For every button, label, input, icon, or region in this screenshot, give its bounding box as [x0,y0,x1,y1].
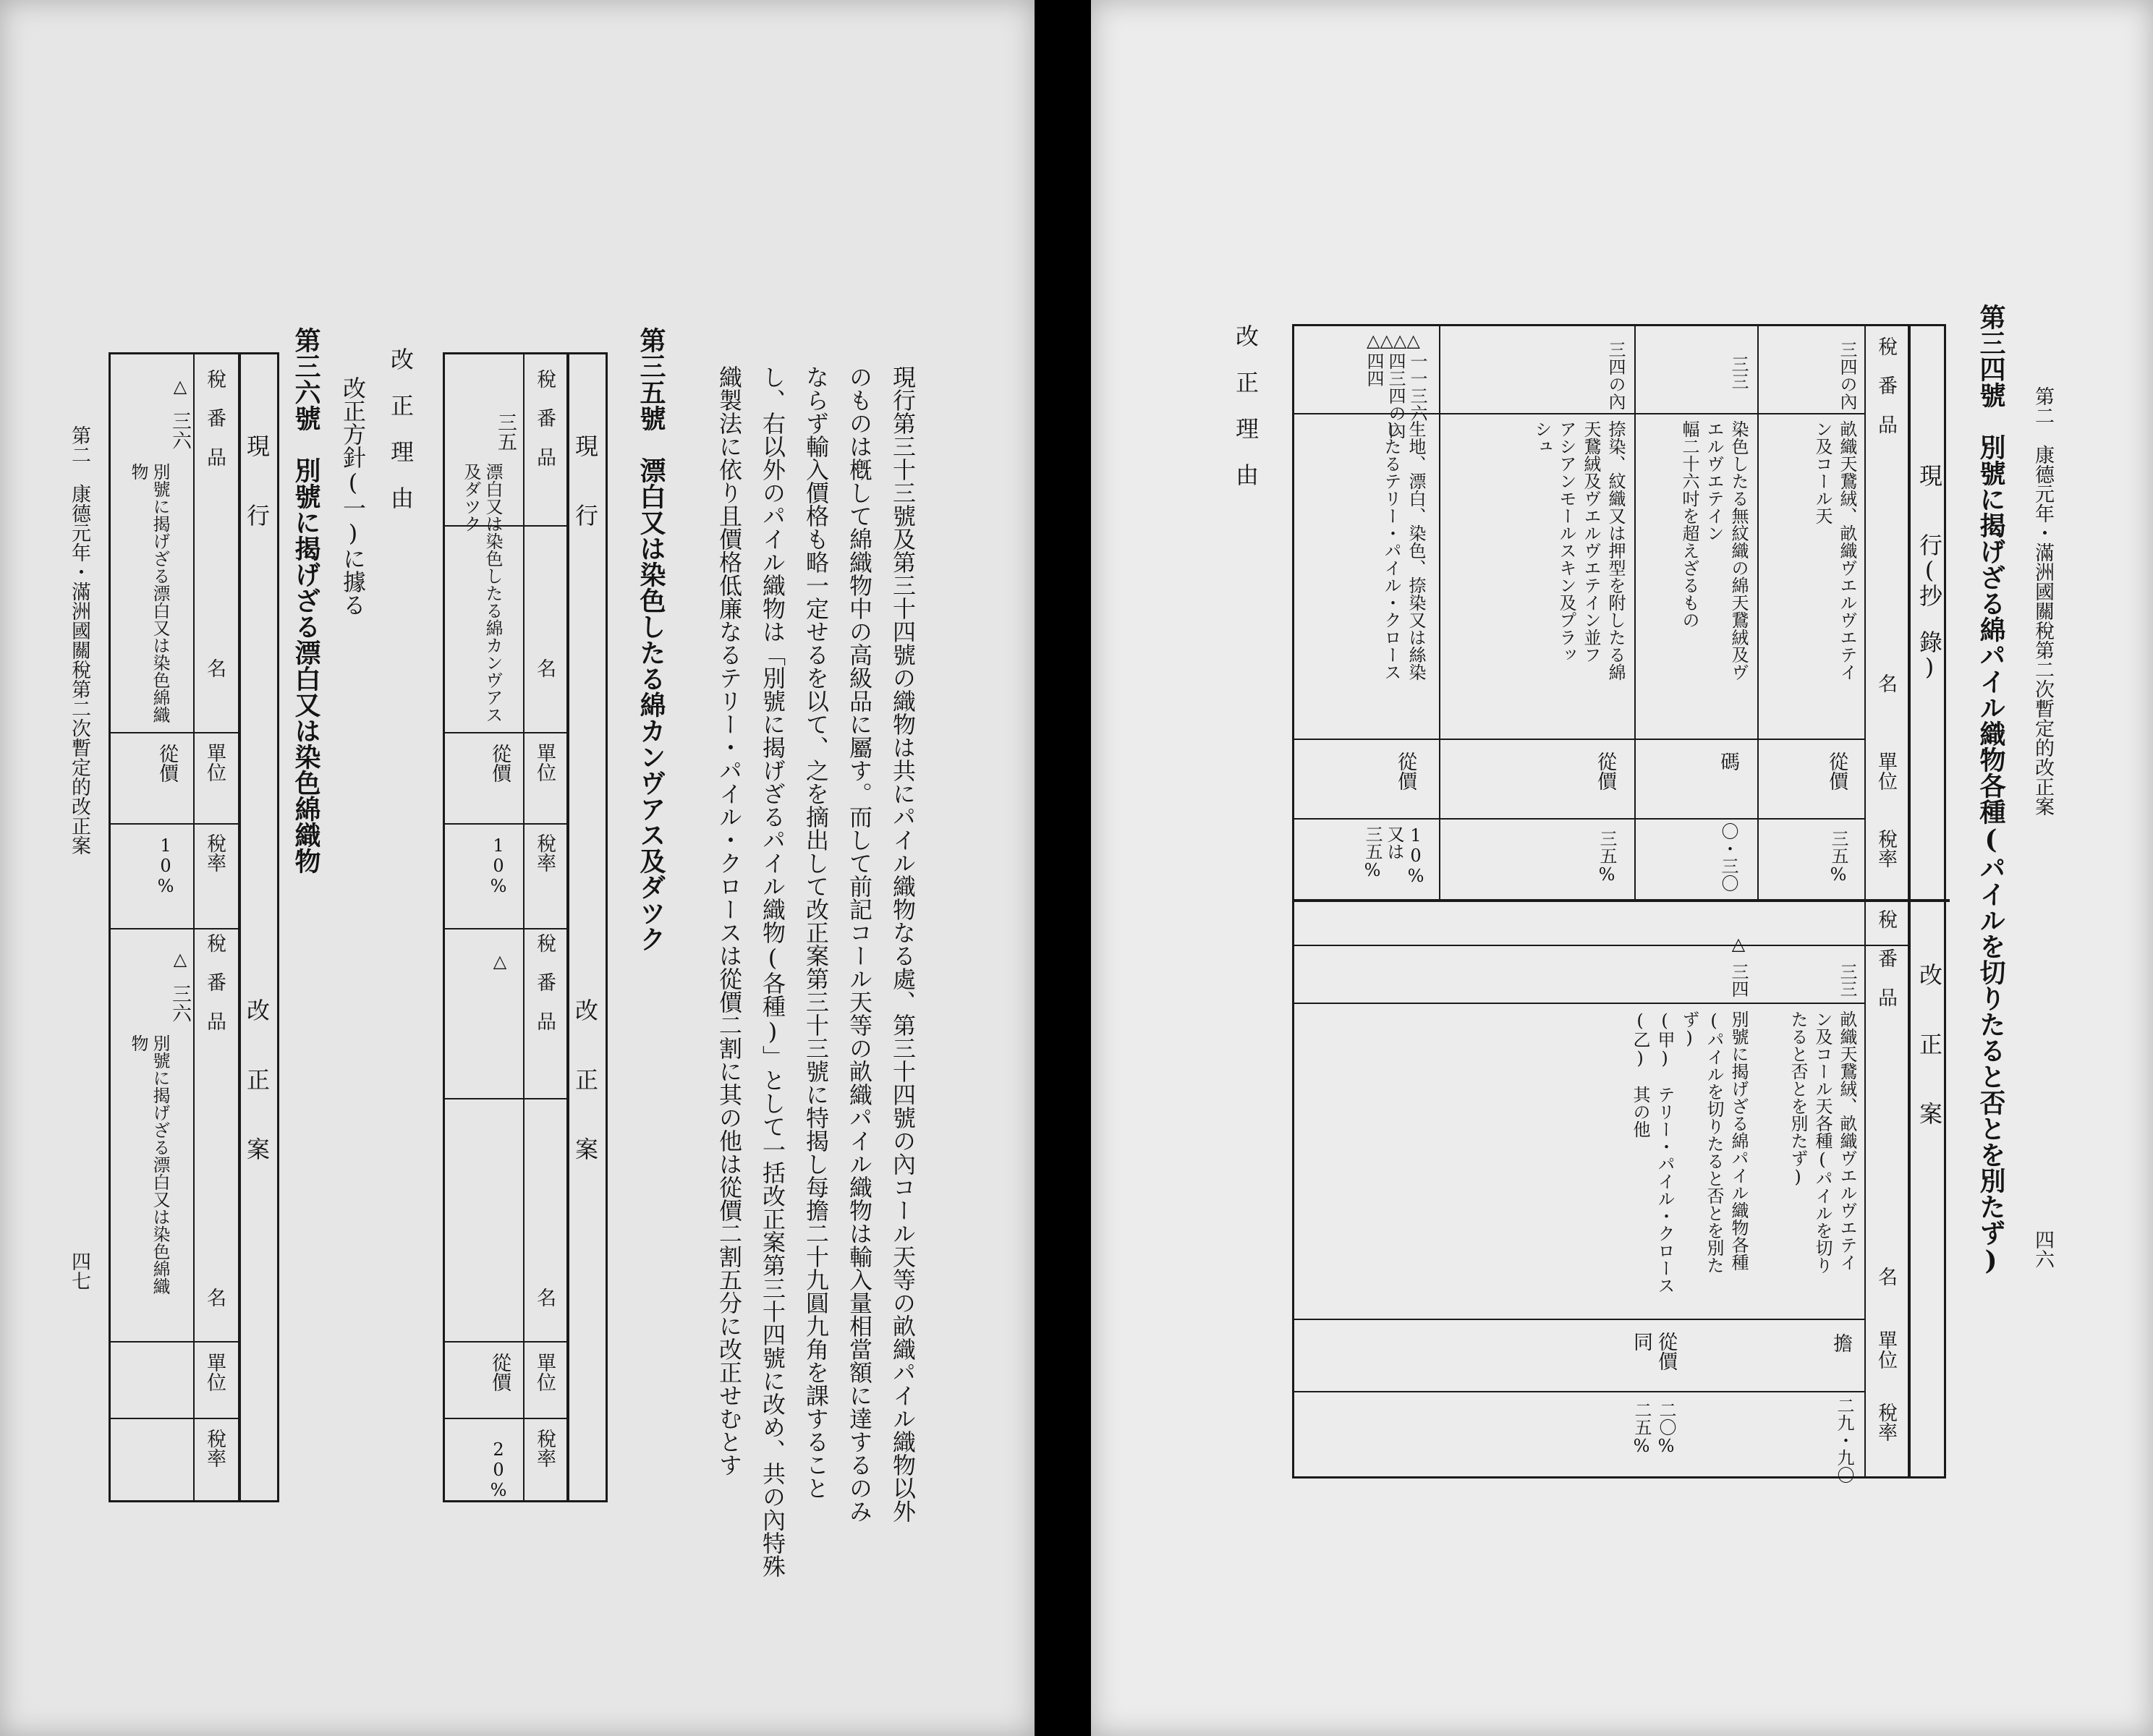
s34-current-title: 現 行(抄 錄) [1916,464,1943,681]
s36-r-name2: 物 [128,1034,148,1052]
s36-rh-name: 名 [203,1288,226,1307]
s36-revised-title: 改 正 案 [243,998,271,1160]
s36-c-name2: 物 [128,463,148,480]
cur-row3-no: 三四の內 [1605,341,1626,410]
cur-row2-unit: 碼 [1717,752,1739,771]
reason-label-34: 改 正 理 由 [1232,324,1260,486]
cur-row2-name2: エルヴエテイン [1704,420,1724,542]
cur-row2-no: 三三 [1728,355,1749,390]
cur-row2-name: 染色したる無紋織の綿天鵞絨及ヴ [1728,420,1749,681]
reason-line-3: ならず輸入價格も略一定せるを以て、之を摘出して改正案第三十三號に特揭し每擔二十九圓九角を課すること [802,365,830,1499]
rev-row1-name3: たると否とを別たず) [1788,1010,1808,1187]
reason-line-5: 織製法に依り且價格低廉なるテリー・パイル・クロースは從價二割に其の他は從價二割五分に改正せむとす [715,365,743,1476]
cur-row4-name: 生地、漂白、染色、捺染又は絲染 [1406,420,1426,681]
cur-row3-name4: シュ [1532,420,1552,455]
rev-row2-sub2: (乙) 其の他 [1630,1010,1650,1138]
s36-rh-rate: 稅率 [203,1429,226,1468]
rev-row1-no: 三三 [1837,963,1857,997]
rev-row2-name: 別號に揭げざる綿パイル織物各種 [1728,1010,1749,1271]
cur-row3-name3: アシアンモールスキン及プラッ [1556,420,1576,663]
s35-rh-name: 名 [533,1288,556,1307]
s35-rh-rate: 稅率 [533,1429,556,1468]
s34-rh-rate: 稅率 [1874,1403,1897,1442]
rev-row2-sub1: (甲) テリー・パイル・クロース [1655,1010,1675,1294]
s35-c-name: 漂白又は染色したる綿カンヴアス [483,463,503,723]
cur-row4-no-b: 四三四の內 [1385,352,1406,439]
cur-row1-rate: 三五% [1828,830,1848,885]
s35-r-unit: 從價 [488,1353,511,1392]
s35-c-rate: 10% [488,835,509,896]
s35-h-tariff: 稅 番 品 [533,369,556,467]
rev-row2-no: 三四 [1728,963,1749,997]
section-36-heading: 第三六號 別號に揭げざる漂白又は染色綿織物 [291,327,321,874]
cur-row1-unit: 從價 [1825,752,1848,791]
cur-row4-rate: 10% [1406,825,1426,886]
s36-r-name: 別號に揭げざる漂白又は染色綿織 [150,1034,170,1295]
cur-row1-no: 三四の內 [1837,341,1857,410]
s35-r-mark: △ [490,951,510,971]
cur-row2-rate: 〇・三〇 [1718,822,1738,892]
s36-current-title: 現 行 [243,434,271,527]
cur-row4-rate3: 三五% [1362,825,1383,880]
right-running-header: 第二 康德元年・滿洲國關稅第二次暫定的改正案 [2031,386,2054,816]
s35-rh-unit: 單位 [533,1353,556,1392]
section-34-table [1292,324,1946,1484]
s34-rh-unit: 單位 [1874,1330,1897,1369]
rev-row2-rate2: 二五% [1631,1401,1652,1456]
right-page-number: 四六 [2031,1230,2054,1269]
cur-row2-name3: 幅二十六吋を超えざるもの [1679,420,1699,629]
rev-row2-rate1: 二〇% [1656,1401,1676,1456]
s35-c-no: 三五 [494,412,517,451]
s34-revised-title: 改 正 案 [1916,963,1943,1125]
s34-h-name: 名 [1874,673,1897,693]
s35-c-unit: 從價 [488,744,511,783]
rev-row2-name3: ず) [1679,1010,1699,1048]
rev-row2-name2: (パイルを切りたると否とを別た [1704,1010,1724,1274]
s36-c-no: 三六 [169,411,191,450]
cur-row4-marks: △△△△ [1367,331,1420,351]
rev-row2-unit2: 同 [1630,1332,1652,1351]
reason-35-text: 改正方針(一)に據る [339,376,367,616]
rev-row1-name: 畝織天鵞絨、畝織ヴエルヴエテイ [1837,1010,1857,1271]
reason-line-2: のものは槪して綿織物中の高級品に屬す。而して前記コール天等の畝織パイル織物は輸入量相當額に達するのみ [846,365,873,1523]
s36-c-unit: 從價 [156,744,178,783]
rev-row1-name2: ン及コール天各種(パイルを切り [1812,1010,1833,1274]
cur-row1-name2: ン及コール天 [1812,420,1833,524]
s36-c-mark: △ [170,376,190,396]
s36-rh-unit: 單位 [203,1353,226,1392]
reason-line-4: し、右以外のパイル織物は「別號に揭げざるパイル織物(各種)」として一括改正案第三十四號に改め、共の內特殊 [759,365,786,1578]
cur-row4-no: 一一三六 [1407,352,1427,422]
section-35-heading: 第三五號 漂白又は染色したる綿カンヴアス及ダツク [636,327,666,952]
s34-rh-name: 名 [1874,1267,1897,1286]
s35-current-title: 現 行 [572,434,599,527]
rev-row2-mark: △ [1728,934,1749,954]
s36-h-rate: 稅率 [203,833,226,872]
cur-row3-name: 捺染、紋織又は押型を附したる綿 [1605,420,1626,681]
cur-row3-unit: 從價 [1594,752,1616,791]
section-35-table [443,352,608,1502]
s35-h-unit: 單位 [533,743,556,782]
s34-rh-tariff: 稅 番 品 [1874,909,1897,1007]
section-34-heading: 第三四號 別號に揭げざる綿パイル織物各種(パイルを切りたると否とを別たず) [1976,304,2006,1276]
s34-h-unit: 單位 [1874,752,1897,791]
s35-revised-title: 改 正 案 [572,998,599,1160]
s36-r-mark: △ [170,949,190,969]
rev-row1-unit: 擔 [1830,1333,1852,1353]
rev-row1-rate: 二九・九〇 [1834,1397,1854,1484]
s36-r-no: 三六 [169,984,191,1023]
cur-row3-rate: 三五% [1597,830,1617,885]
s36-rh-tariff: 稅 番 品 [203,933,226,1031]
reason-label-35: 改 正 理 由 [387,347,415,509]
s34-h-rate: 稅率 [1874,829,1897,868]
cur-row1-name: 畝織天鵞絨、畝織ヴエルヴエテイ [1837,420,1857,681]
s34-h-tariff: 稅 番 品 [1874,336,1897,434]
cur-row4-unit: 從價 [1394,752,1417,791]
reason-line-1: 現行第三十三號及第三十四號の織物は共にパイル織物なる處、第三十四號の內コール天等の畝織パイル織物以外 [889,365,917,1523]
left-page-number: 四七 [68,1251,90,1290]
left-running-footer: 第二 康德元年・滿洲國關稅第二次暫定的改正案 [68,425,90,855]
cur-row4-rate2: 又は [1384,825,1404,860]
s36-h-tariff: 稅 番 品 [203,369,226,467]
section-36-table [109,352,279,1502]
s36-h-name: 名 [203,658,226,678]
s36-h-unit: 單位 [203,743,226,782]
right-page [1091,0,2153,1736]
left-page [0,0,1035,1736]
s35-rh-tariff: 稅 番 品 [533,933,556,1031]
s36-c-rate: 10% [156,835,176,896]
s35-h-rate: 稅率 [533,833,556,872]
cur-row3-name2: 天鵞絨及ヴエルヴエテイン並フ [1581,420,1601,663]
s35-c-name2: 及ダツク [461,463,481,532]
s35-r-rate: 20% [488,1439,509,1500]
cur-row4-no-c: 四四 [1364,352,1384,387]
rev-row2-unit1: 從價 [1655,1332,1677,1371]
s35-h-name: 名 [533,658,556,678]
cur-row4-name2: したるテリー・パイル・クロース [1381,420,1401,681]
s36-c-name: 別號に揭げざる漂白又は染色綿織 [150,463,170,723]
